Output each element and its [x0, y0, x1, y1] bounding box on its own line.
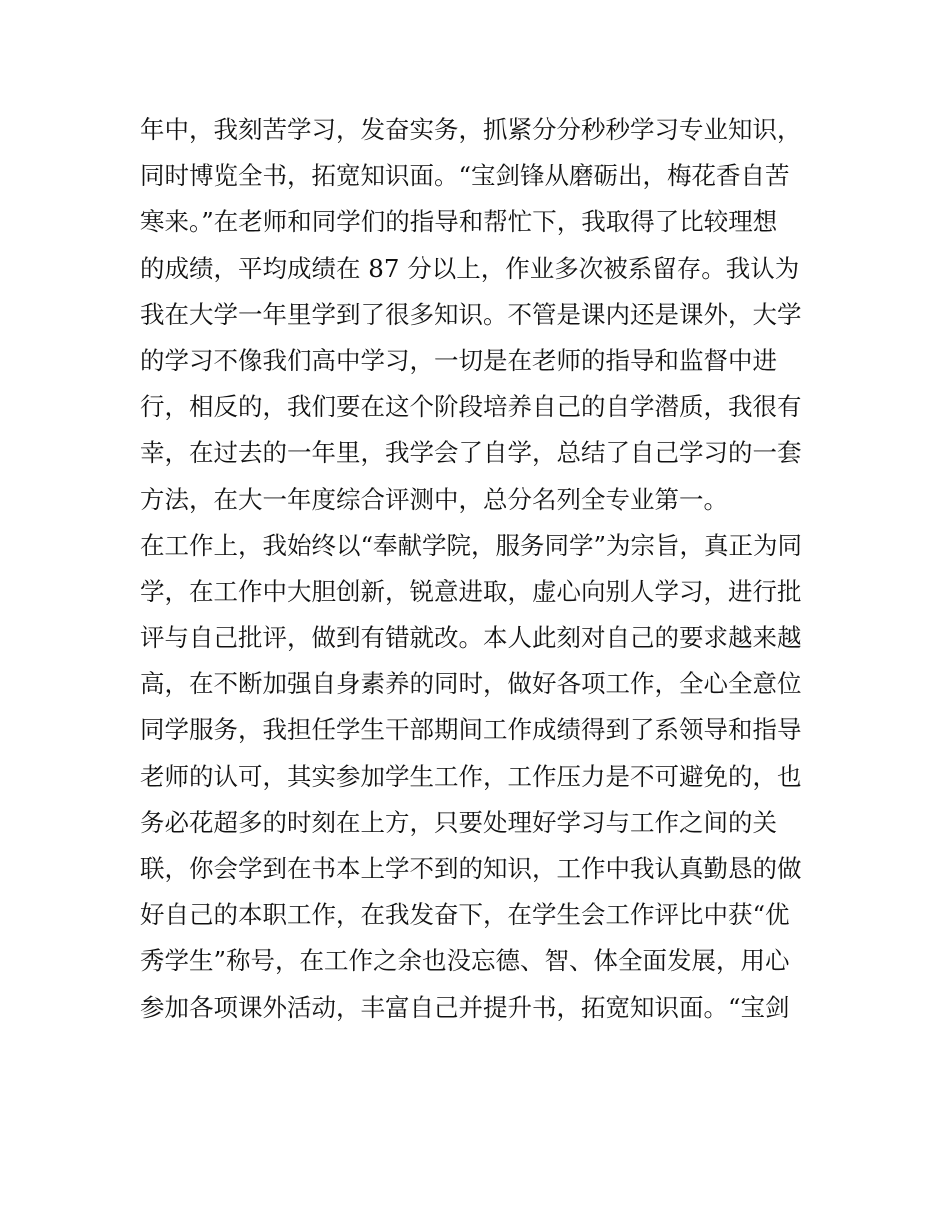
text-line: 学，在工作中大胆创新，锐意进取，虚心向别人学习，进行批 [140, 576, 802, 606]
text-line: 参加各项课外活动，丰富自己并提升书，拓宽知识面。“宝剑 [140, 992, 790, 1022]
text-line: 寒来。”在老师和同学们的指导和帮忙下，我取得了比较理想 [140, 207, 778, 237]
text-line: 幸，在过去的一年里，我学会了自学，总结了自己学习的一套 [140, 438, 802, 468]
text-line: 年中，我刻苦学习，发奋实务，抓紧分分秒秒学习专业知识， [140, 115, 802, 144]
text-line: 联，你会学到在书本上学不到的知识，工作中我认真勤恳的做 [140, 854, 802, 883]
text-line: 秀学生”称号，在工作之余也没忘德、智、体全面发展，用心 [140, 946, 790, 976]
text-line: 务必花超多的时刻在上方，只要处理好学习与工作之间的关 [140, 807, 777, 837]
text-line: 我在大学一年里学到了很多知识。不管是课内还是课外，大学 [140, 299, 802, 329]
text-line: 行，相反的，我们要在这个阶段培养自己的自学潜质，我很有 [140, 392, 802, 422]
text-line: 评与自己批评，做到有错就改。本人此刻对自己的要求越来越 [140, 623, 802, 653]
text-line: 高，在不断加强自身素养的同时，做好各项工作，全心全意位 [140, 669, 802, 699]
body-text [140, 107, 820, 1031]
text-line: 好自己的本职工作，在我发奋下，在学生会工作评比中获“优 [140, 900, 790, 930]
text-line: 老师的认可，其实参加学生工作，工作压力是不可避免的，也 [140, 761, 802, 791]
text-line: 同学服务，我担任学生干部期间工作成绩得到了系领导和指导 [140, 715, 802, 745]
text-line: 方法，在大一年度综合评测中，总分名列全专业第一。 [140, 484, 728, 514]
text-line: 同时博览全书，拓宽知识面。“宝剑锋从磨砺出，梅花香自苦 [140, 161, 790, 191]
text-line: 在工作上，我始终以“奉献学院，服务同学”为宗旨，真正为同 [140, 530, 803, 560]
text-line: 的成绩，平均成绩在 87 分以上，作业多次被系留存。我认为 [140, 253, 800, 283]
text-line: 的学习不像我们高中学习，一切是在老师的指导和监督中进 [140, 345, 777, 375]
